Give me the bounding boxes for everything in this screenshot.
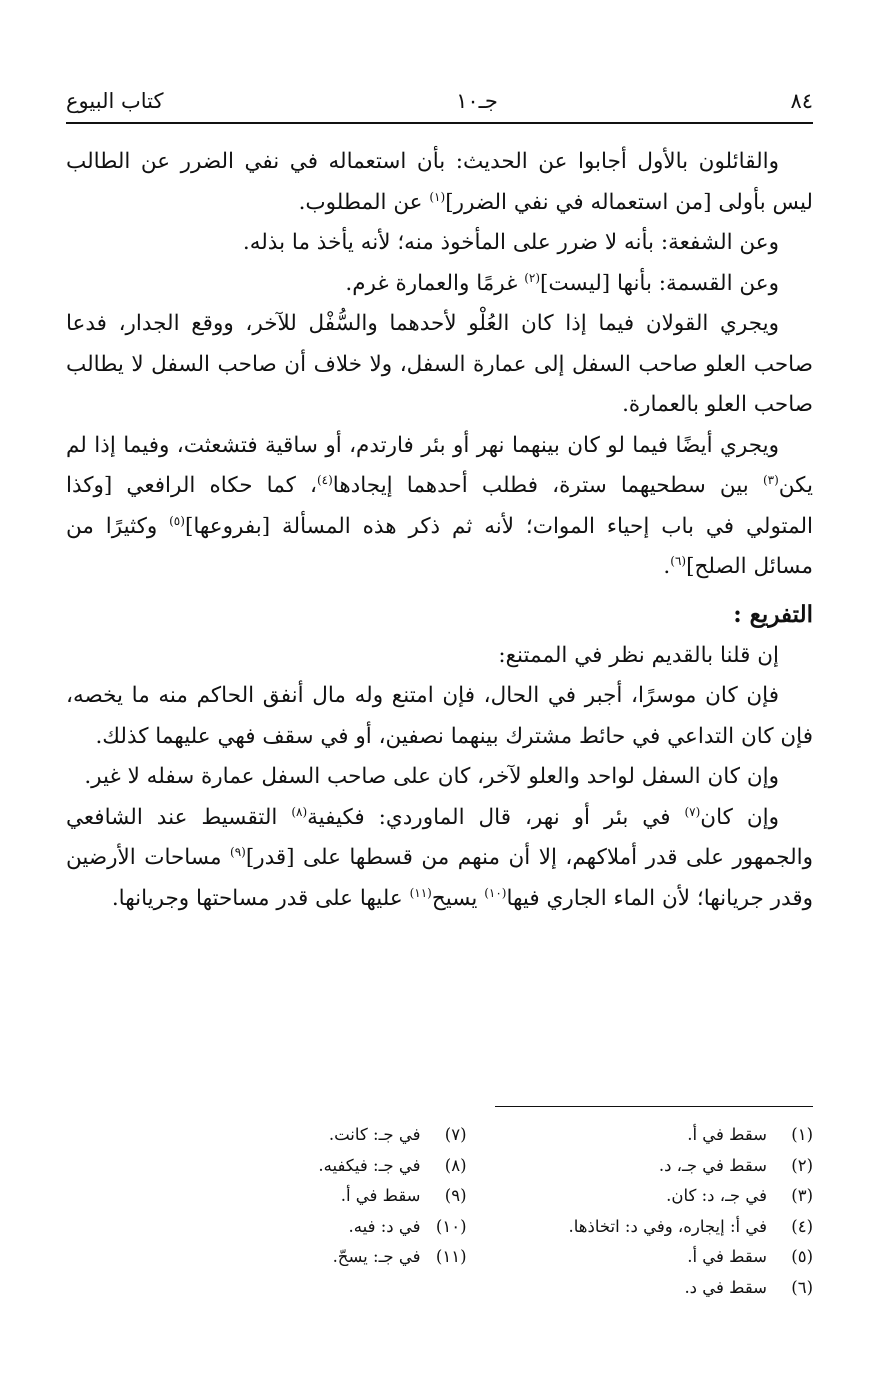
footnote-ref[interactable]: (١١)	[409, 885, 432, 900]
footnote-ref[interactable]: (٧)	[684, 804, 701, 819]
footnote: (٢)سقط في جـ، د.	[658, 1155, 813, 1175]
footnote: (١)سقط في أ.	[687, 1125, 813, 1144]
paragraph: وعن الشفعة: بأنه لا ضرر على المأخوذ منه؛ لأنه يأخذ ما بذله.	[242, 230, 779, 255]
footnote: (٤)في أ: إيجاره، وفي د: اتخاذها.	[568, 1216, 813, 1236]
header-rule	[66, 122, 813, 124]
footnote-ref[interactable]: (٢)	[524, 270, 541, 285]
footnote: (٩)سقط في أ.	[340, 1186, 467, 1206]
paragraph: ويجري أيضًا فيما لو كان بينهما نهر أو بئر فارتدم، أو ساقية فتشعثت، وفيما إذا لم يكن$^{(٣)}$ بين سطحيهما سترة، فطلب أحدهما إيجادها$^{(٤)}$، كما حكاه الرافعي [وكذا المتولي في باب إحياء الموات؛ لأنه ثم ذكر هذه المسألة [بفروعها]$^{(٥)}$ وكثيرًا من مسائل الصلح]$^{(٦)}$.	[66, 432, 813, 579]
paragraph: فإن كان موسرًا، أجبر في الحال، فإن امتنع وله مال أنفق الحاكم منه ما يخصه، فإن كان التداعي في حائط مشترك بينهما نصفين، أو في سقف فهي عليهما كذلك.	[66, 683, 813, 749]
footnote-ref[interactable]: (٤)	[316, 472, 333, 487]
volume-label: جـ١٠	[456, 89, 498, 113]
paragraph: وإن كان$^{(٧)}$ في بئر أو نهر، قال الماوردي: فكيفية$^{(٨)}$ التقسيط عند الشافعي والجمهور على قدر أملاكهم، إلا أن منهم من قسطها على [قدر]$^{(٩)}$ مساحات الأرضين وقدر جريانها؛ لأن الماء الجاري فيها$^{(١٠)}$ يسيح$^{(١١)}$ عليها على قدر مساحتها وجريانها.	[66, 804, 813, 911]
footnote-ref[interactable]: (٣)	[762, 472, 779, 487]
paragraph: وإن كان السفل لواحد والعلو لآخر، كان على صاحب السفل عمارة سفله لا غير.	[84, 764, 779, 789]
section-heading: التفريع :	[733, 600, 813, 628]
footnote: (١٠)في د: فيه.	[348, 1216, 467, 1236]
footnote-ref[interactable]: (٨)	[291, 804, 308, 819]
main-text	[66, 142, 813, 919]
footnote-column-left	[180, 1120, 467, 1304]
paragraph: إن قلنا بالقديم نظر في الممتنع:	[498, 642, 779, 668]
footnote-ref[interactable]: (١٠)	[484, 885, 507, 900]
footnote: (٧)في جـ: كانت.	[328, 1125, 467, 1144]
running-header	[66, 84, 813, 118]
footnotes	[180, 1120, 813, 1304]
footnote-ref[interactable]: (١)	[429, 189, 446, 204]
paragraph: ويجري القولان فيما إذا كان العُلْو لأحدهما والسُّفْل للآخر، ووقع الجدار، فدعا صاحب العلو صاحب السفل إلى عمارة السفل، ولا خلاف أن صاحب السفل لا يطالب صاحب العلو بالعمارة.	[66, 311, 813, 417]
footnote: (٨)في جـ: فيكفيه.	[318, 1155, 467, 1175]
footnote-ref[interactable]: (٩)	[230, 844, 246, 859]
footnote: (١١)في جـ: يسحّ.	[332, 1247, 467, 1267]
book-title: كتاب البيوع	[66, 89, 164, 113]
page-number: ٨٤	[790, 89, 813, 113]
paragraph: وعن القسمة: بأنها [ليست]$^{(٢)}$ غرمًا والعمارة غرم.	[345, 270, 779, 296]
footnote: (٥)سقط في أ.	[687, 1247, 813, 1267]
footnote-ref[interactable]: (٦)	[670, 553, 687, 568]
paragraph: والقائلون بالأول أجابوا عن الحديث: بأن استعماله في نفي الضرر عن الطالب ليس بأولى [من استعماله في نفي الضرر]$^{(١)}$ عن المطلوب.	[66, 149, 813, 215]
footnote: (٦)سقط في د.	[684, 1277, 813, 1297]
footnote-ref[interactable]: (٥)	[169, 513, 185, 528]
footnote-divider	[495, 1106, 813, 1107]
footnote-column-right	[527, 1120, 814, 1304]
footnote: (٣)في جـ، د: كان.	[666, 1186, 813, 1206]
